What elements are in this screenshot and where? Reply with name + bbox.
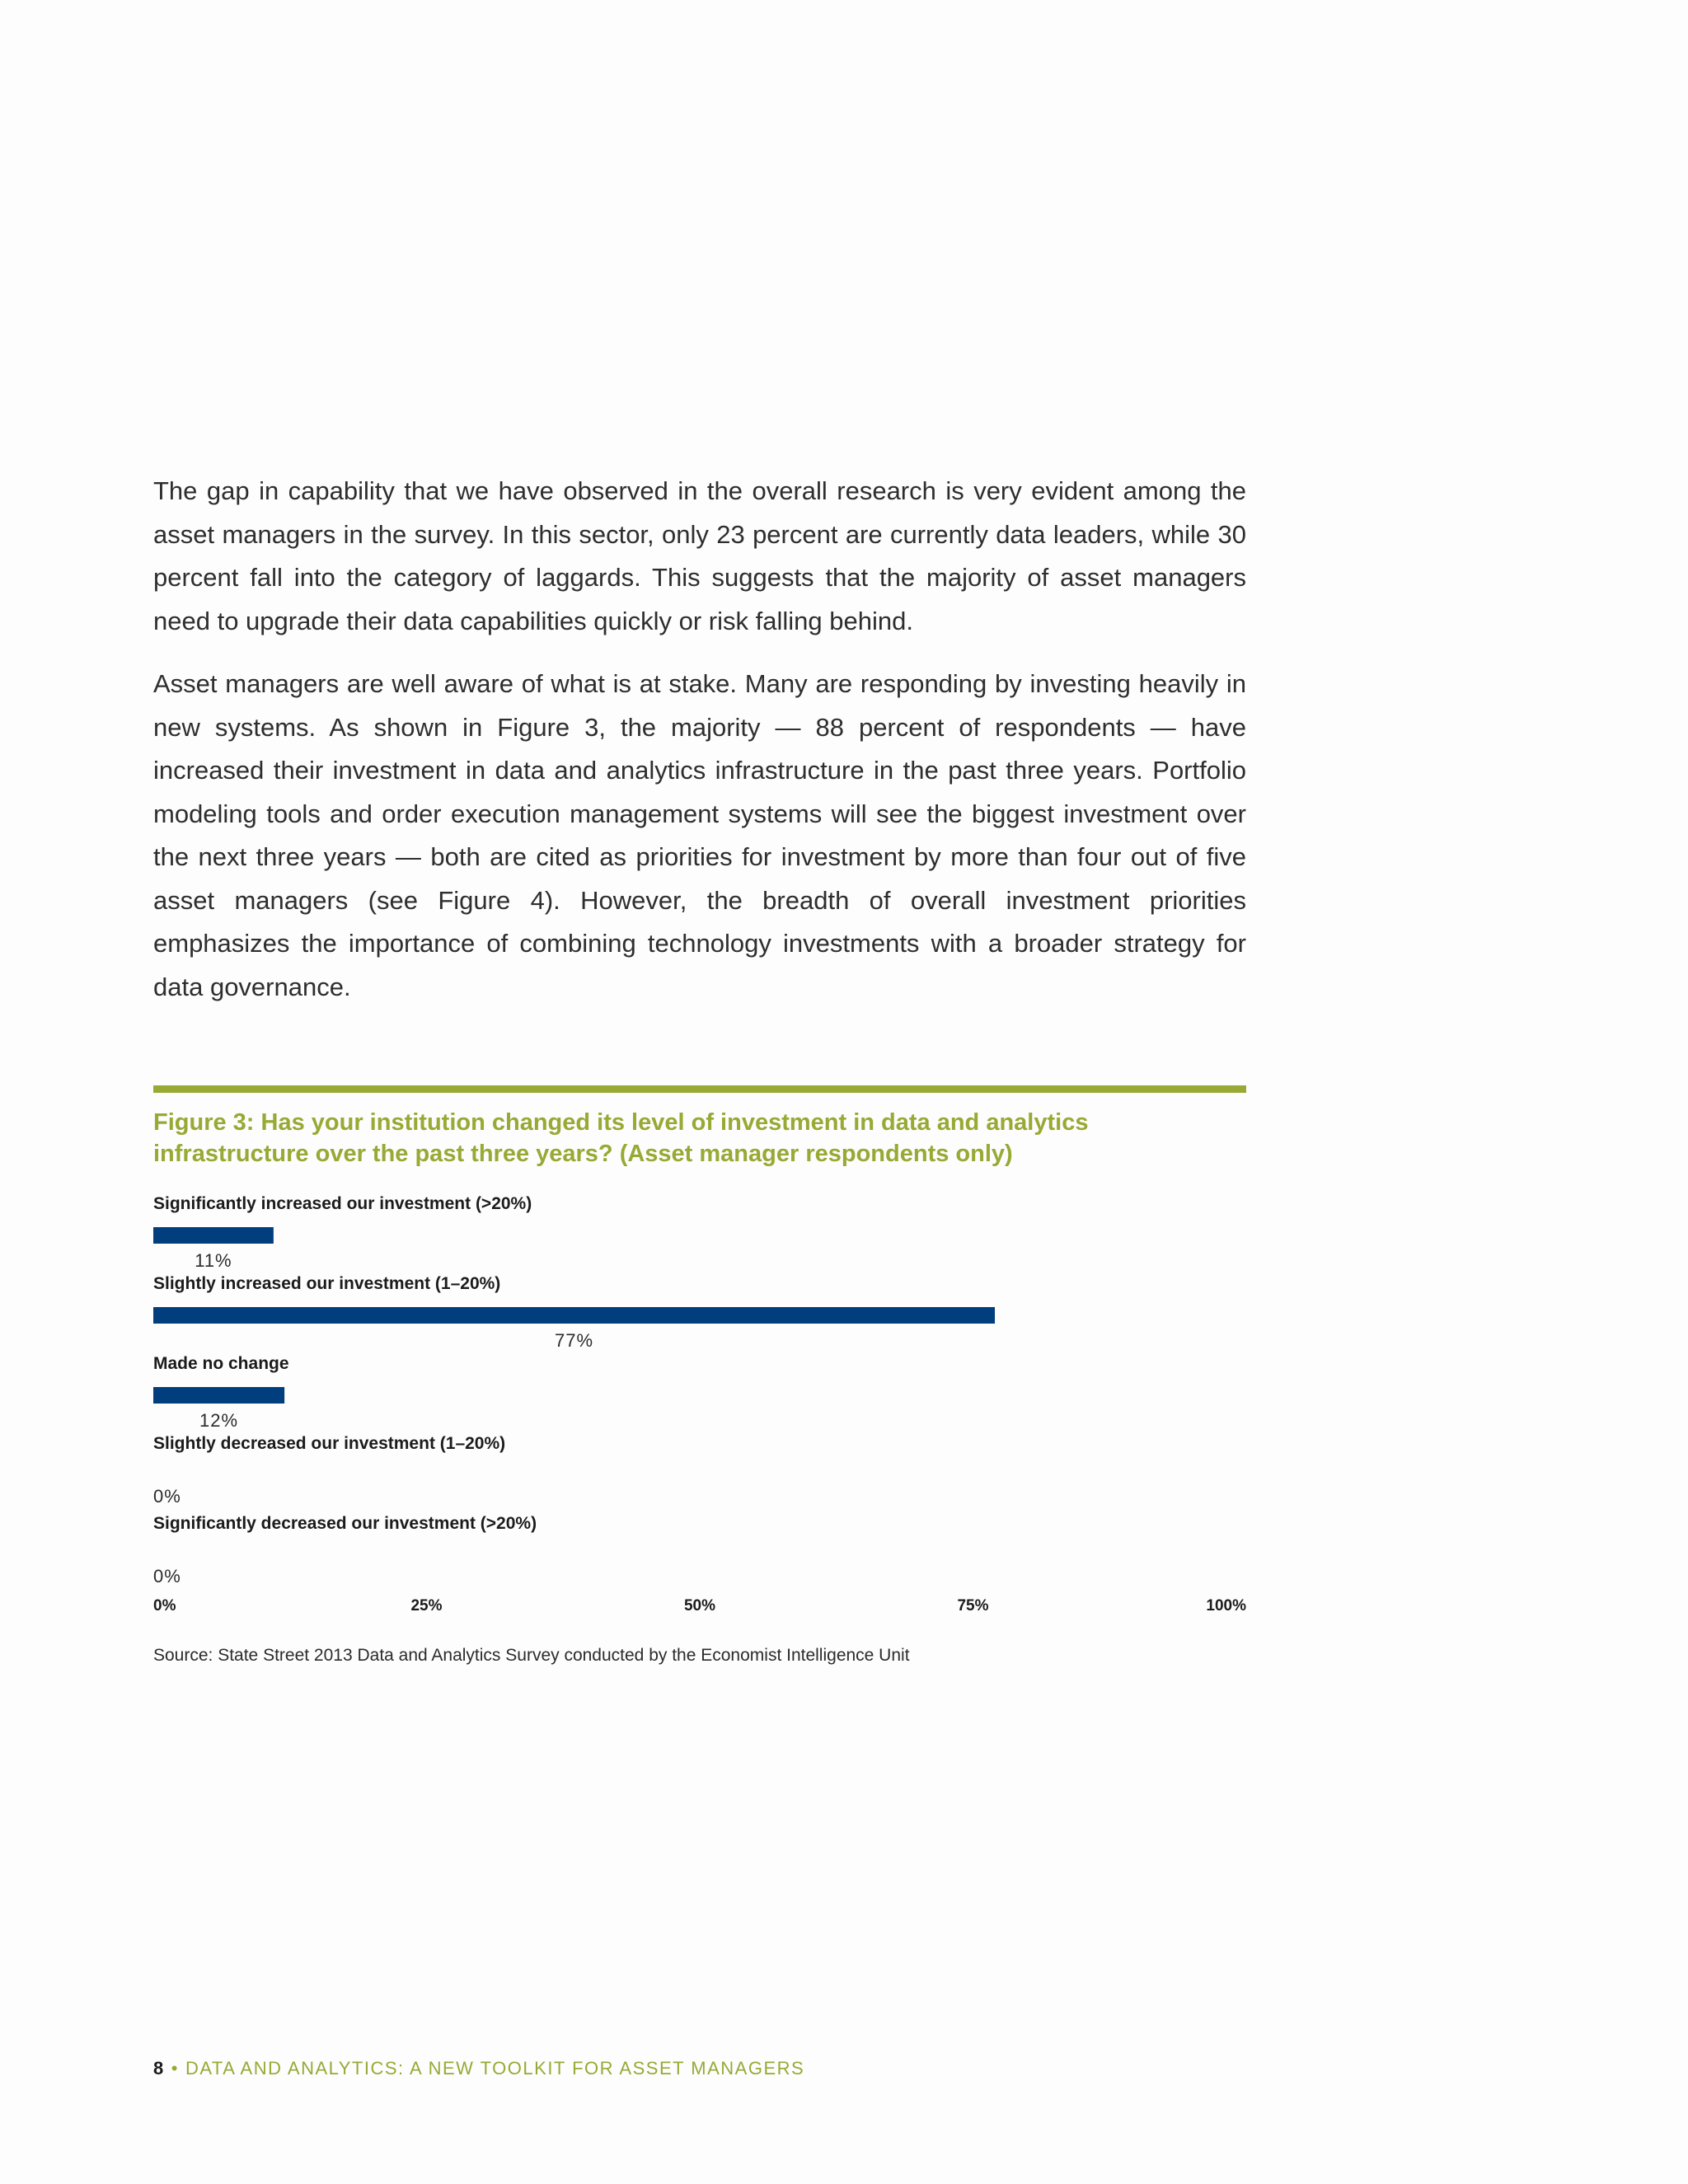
value-label: 77% [554,1330,594,1351]
page-footer [153,2058,804,2079]
x-tick-label: 100% [1206,1597,1246,1615]
category-label: Significantly decreased our investment (>20%) [153,1514,537,1533]
page-number: 8 [153,2058,165,2079]
x-tick-label: 25% [410,1597,443,1615]
footer-title: DATA AND ANALYTICS: A NEW TOOLKIT FOR ASSET MANAGERS [185,2058,805,2079]
category-label: Made no change [153,1354,289,1373]
bar [153,1307,995,1324]
x-tick-label: 50% [683,1597,716,1615]
value-label: 0% [153,1486,181,1507]
x-tick-label: 75% [957,1597,989,1615]
figure-title: Figure 3: Has your institution changed its level of investment in data and analytics infrastructure over the past three years? (Asset manager respondents only) [153,1109,1089,1167]
value-label: 11% [195,1250,232,1271]
category-label: Significantly increased our investment (>20%) [153,1194,532,1213]
value-label: 0% [153,1566,181,1586]
category-label: Slightly decreased our investment (1–20%) [153,1434,506,1453]
x-tick-label: 0% [153,1597,176,1615]
paragraph-1: The gap in capability that we have observed in the overall research is very evident among the asset managers in the survey. In this sector, only 23 percent are currently data leaders, while 30 percent fall into the category of laggards. This suggests that the majority of asset managers need to upgrade their data capabilities quickly or risk falling behind. [153,476,1246,635]
value-label: 12% [199,1410,239,1431]
paragraph-2: Asset managers are well aware of what is at stake. Many are responding by investing heavily in new systems. As shown in Figure 3, the majority — 88 percent of respondents — have increased their investment in data and analytics infrastructure in the past three years. Portfolio modeling tools and order execution management systems will see the biggest investment over the next three years — both are cited as priorities for investment by more than four out of five asset managers (see Figure 4). However, the breadth of overall investment priorities emphasizes the importance of combining technology investments with a broader strategy for data governance. [153,669,1246,1001]
footer-separator: • [171,2058,179,2079]
bar [153,1227,274,1244]
bar [153,1387,284,1404]
figure-source: Source: State Street 2013 Data and Analytics Survey conducted by the Economist Intelligence Unit [153,1646,910,1665]
category-label: Slightly increased our investment (1–20%) [153,1274,501,1293]
